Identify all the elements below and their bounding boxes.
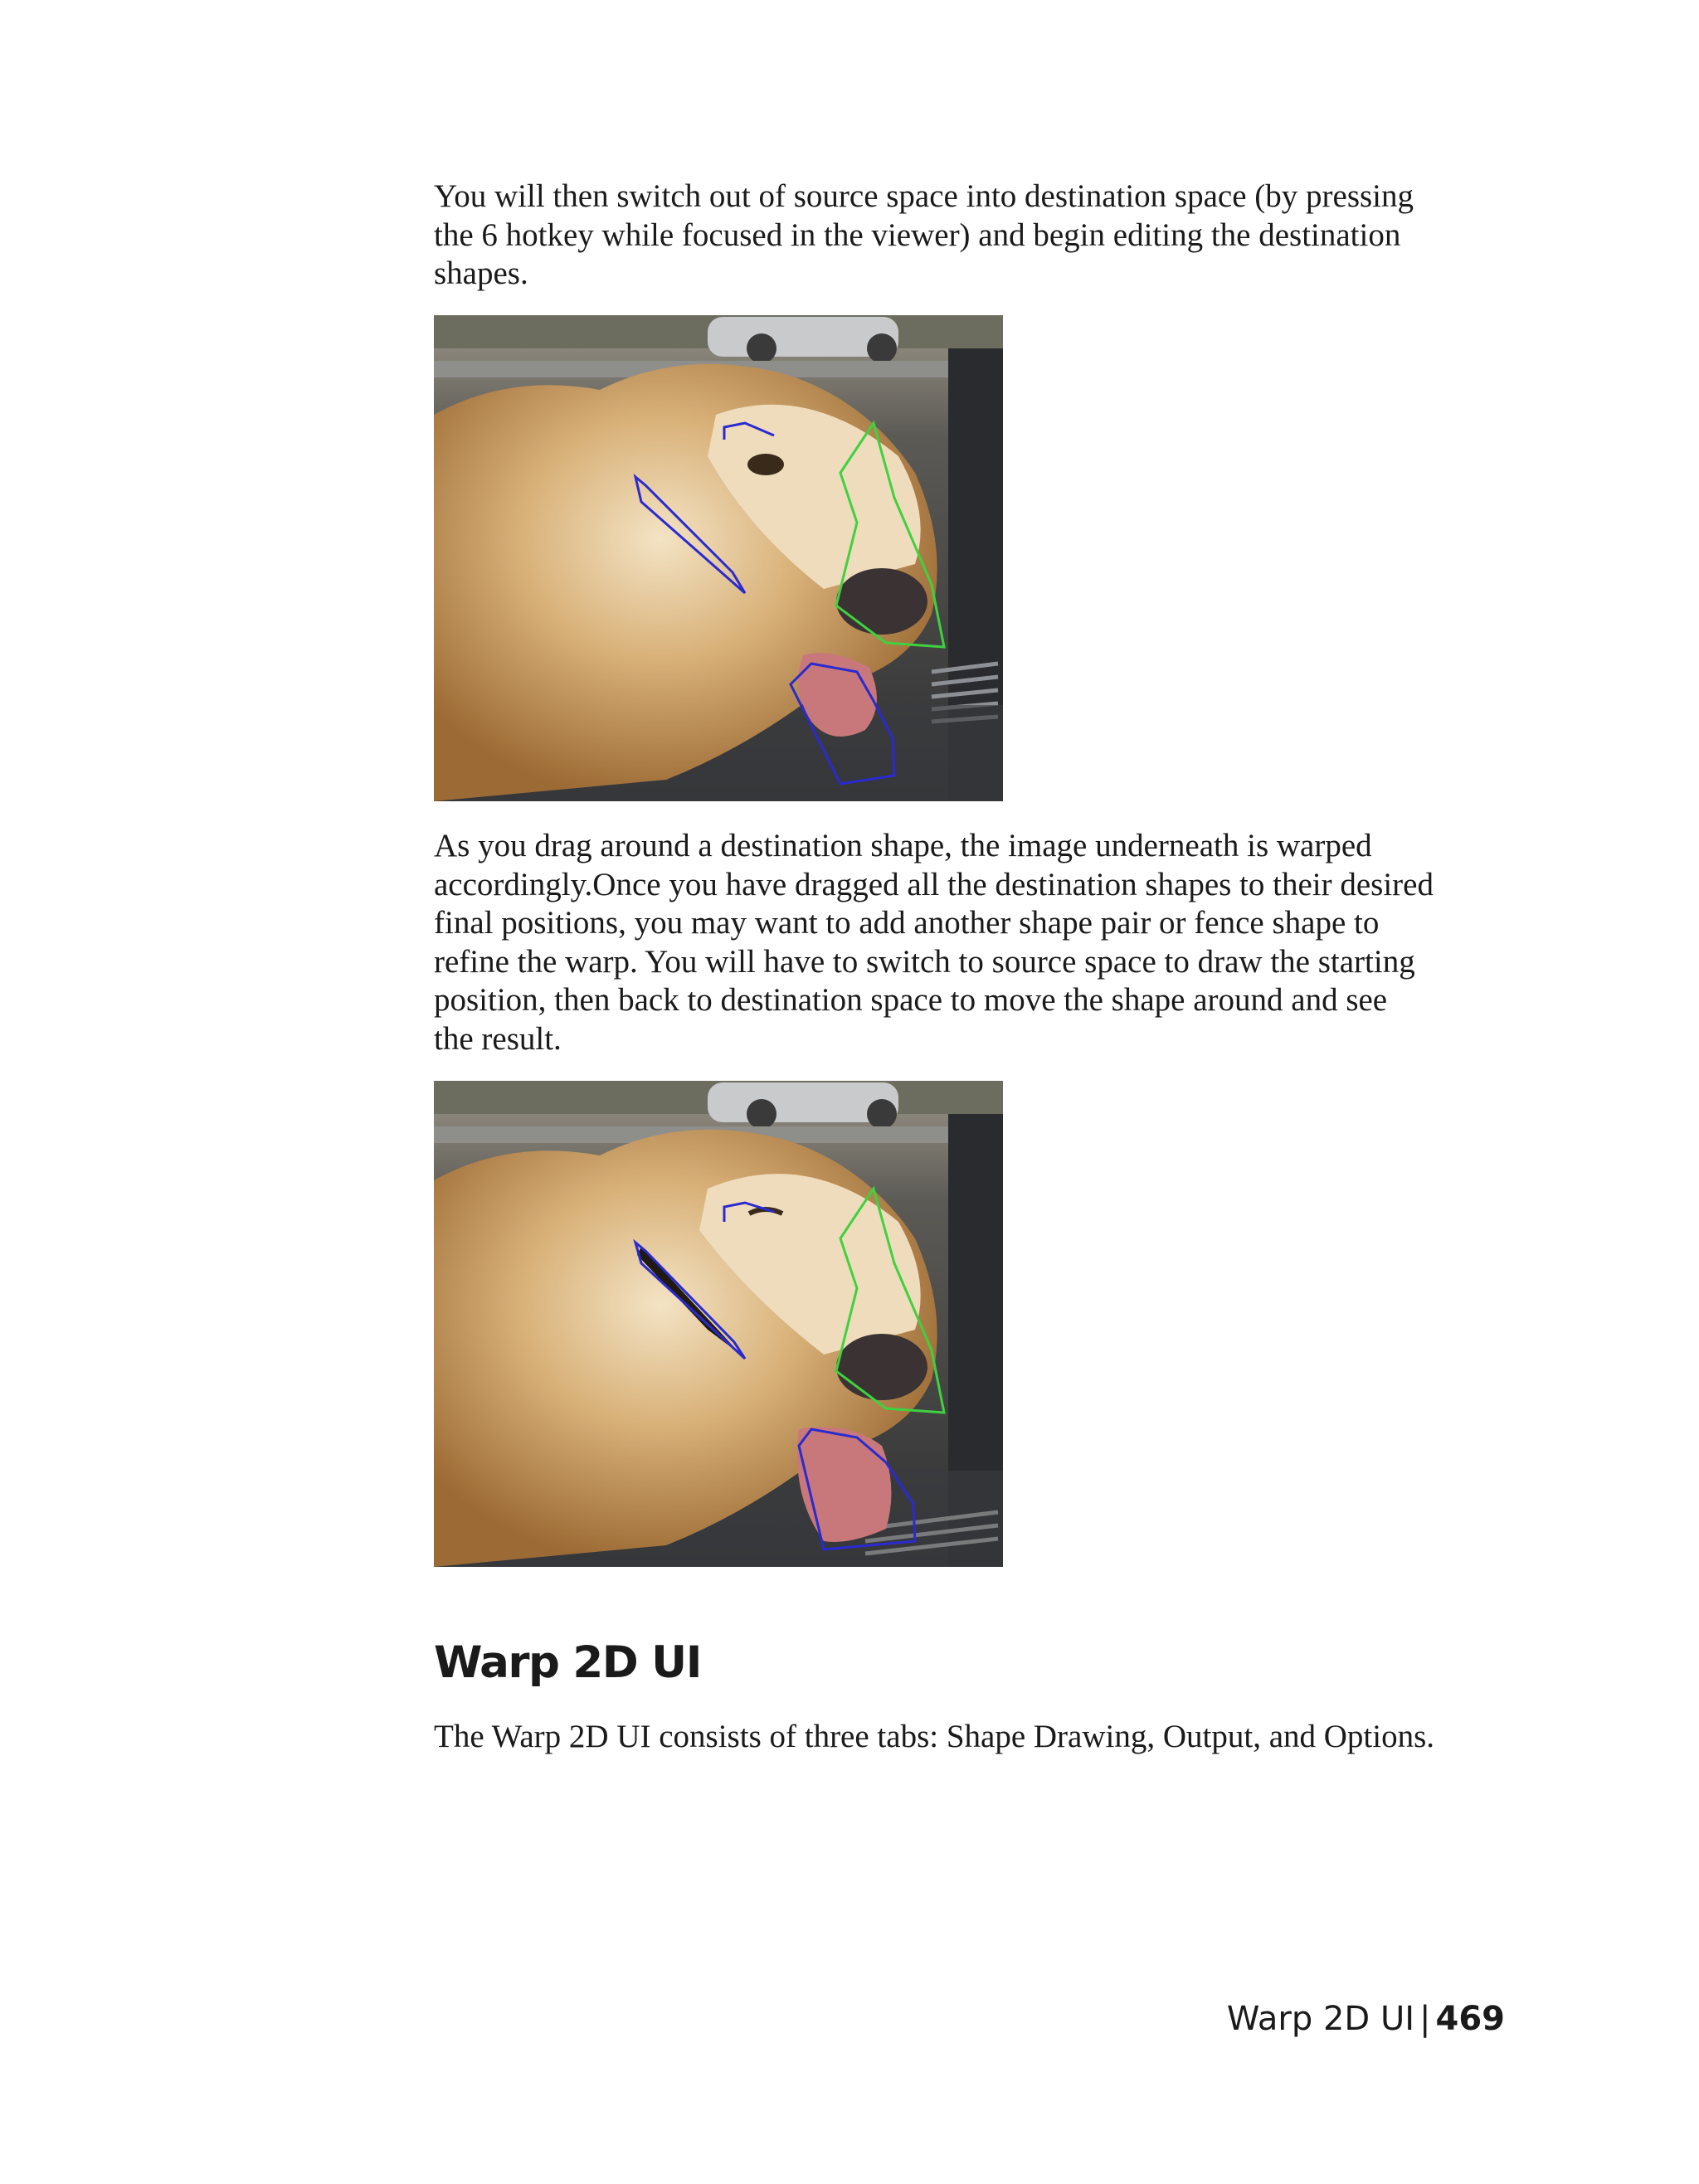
- figure-destination-shapes: [434, 315, 1003, 801]
- paragraph-ui-tabs: [434, 1718, 1512, 1757]
- section-heading: Warp 2D UI: [434, 1637, 701, 1688]
- page-number: 469: [1435, 2000, 1505, 2038]
- text-line: refine the warp. You will have to switch to source space to draw the starting: [434, 943, 1415, 980]
- text-line: You will then switch out of source space into destination space (by pressing: [434, 178, 1414, 214]
- figure-warped-result: [434, 1081, 1003, 1567]
- text-line: The Warp 2D UI consists of three tabs: Shape Drawing, Output, and Options.: [434, 1719, 1435, 1754]
- text-line: the result.: [434, 1020, 562, 1057]
- paragraph-switch-space: [434, 178, 1512, 294]
- dog-photo-warped: [434, 1081, 1003, 1567]
- text-line: As you drag around a destination shape, the image underneath is warped: [434, 828, 1372, 863]
- text-line: position, then back to destination space to move the shape around and see: [434, 982, 1388, 1018]
- text-line: accordingly.Once you have dragged all the destination shapes to their desired: [434, 866, 1434, 902]
- paragraph-drag-shapes: [434, 827, 1512, 1058]
- text-line: shapes.: [434, 255, 528, 291]
- footer-separator: |: [1419, 2000, 1431, 2038]
- text-line: the 6 hotkey while focused in the viewer) and begin editing the destination: [434, 216, 1401, 253]
- text-line: final positions, you may want to add another shape pair or fence shape to: [434, 905, 1380, 941]
- footer-section-title: Warp 2D UI: [1226, 2000, 1415, 2038]
- dog-photo-original: [434, 315, 1003, 801]
- page-footer: [1227, 1999, 1505, 2039]
